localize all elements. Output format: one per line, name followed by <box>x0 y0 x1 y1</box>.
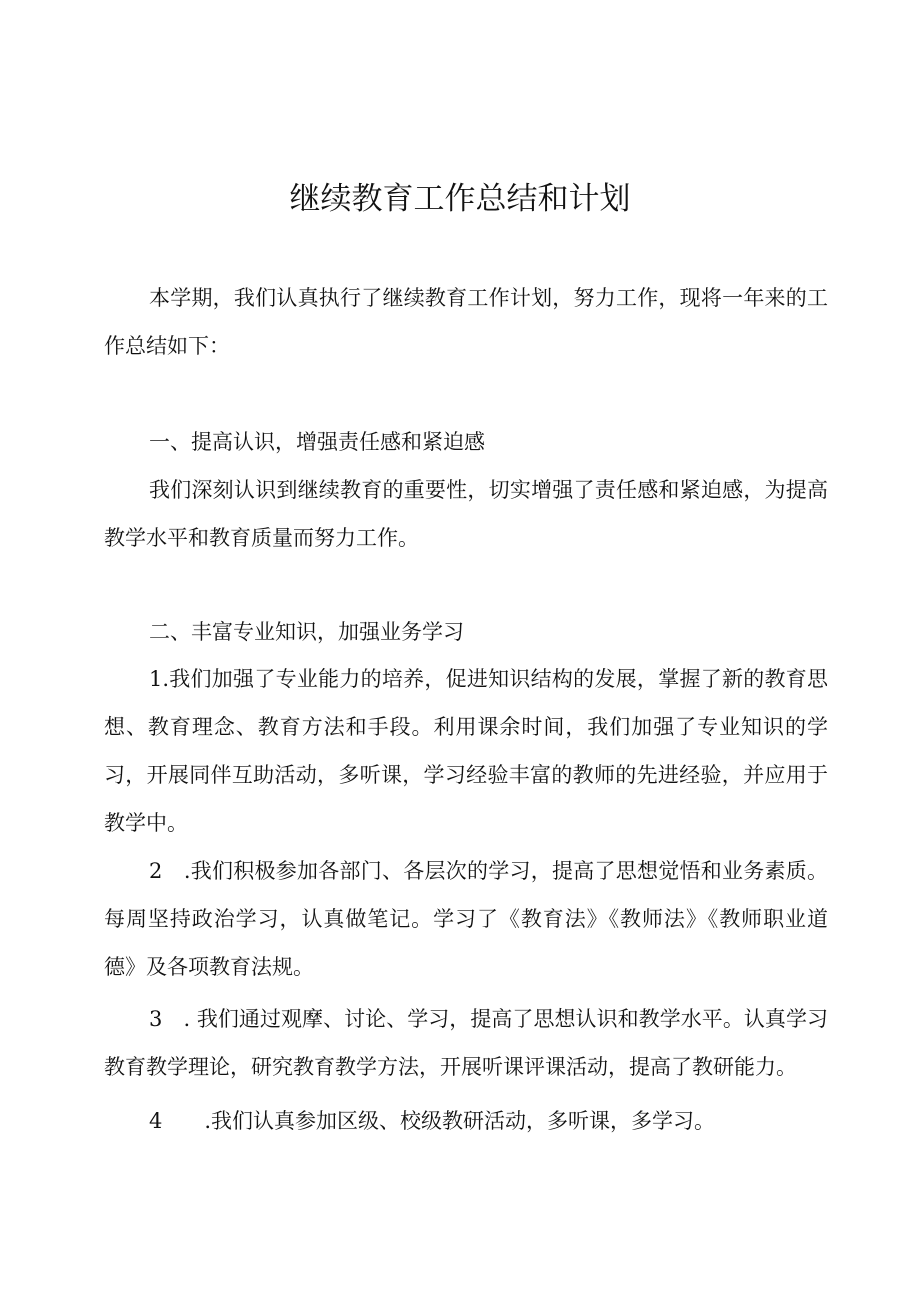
section-2-item-2: 2 .我们积极参加各部门、各层次的学习，提高了思想觉悟和业务素质。每周坚持政治学习，认真做笔记。学习了《教育法》《教师法》《教师职业道德》及各项教育法规。 <box>104 859 828 979</box>
section-2-item-4 <box>104 1097 828 1145</box>
section-2-heading: 二、丰富专业知识，加强业务学习 <box>149 620 464 644</box>
item-4-text: .我们认真参加区级、校级教研活动，多听课，多学习。 <box>204 1109 716 1133</box>
intro-paragraph: 本学期，我们认真执行了继续教育工作计划，努力工作，现将一年来的工作总结如下： <box>104 286 828 358</box>
item-4-number: 4 <box>149 1109 163 1133</box>
section-1-heading: 一、提高认识，增强责任感和紧迫感 <box>149 430 485 454</box>
section-2-item-1: 1.我们加强了专业能力的培养，促进知识结构的发展，掌握了新的教育思想、教育理念、教育方法和手段。利用课余时间，我们加强了专业知识的学习，开展同伴互助活动，多听课，学习经验丰富的教师的先进经验，并应用于教学中。 <box>104 667 828 835</box>
section-1-body: 我们深刻认识到继续教育的重要性，切实增强了责任感和紧迫感，为提高教学水平和教育质量而努力工作。 <box>104 478 828 550</box>
document-title: 继续教育工作总结和计划 <box>289 181 631 217</box>
section-2-item-3: 3 . 我们通过观摩、讨论、学习，提高了思想认识和教学水平。认真学习教育教学理论，研究教育教学方法，开展听课评课活动，提高了教研能力。 <box>104 1007 828 1079</box>
